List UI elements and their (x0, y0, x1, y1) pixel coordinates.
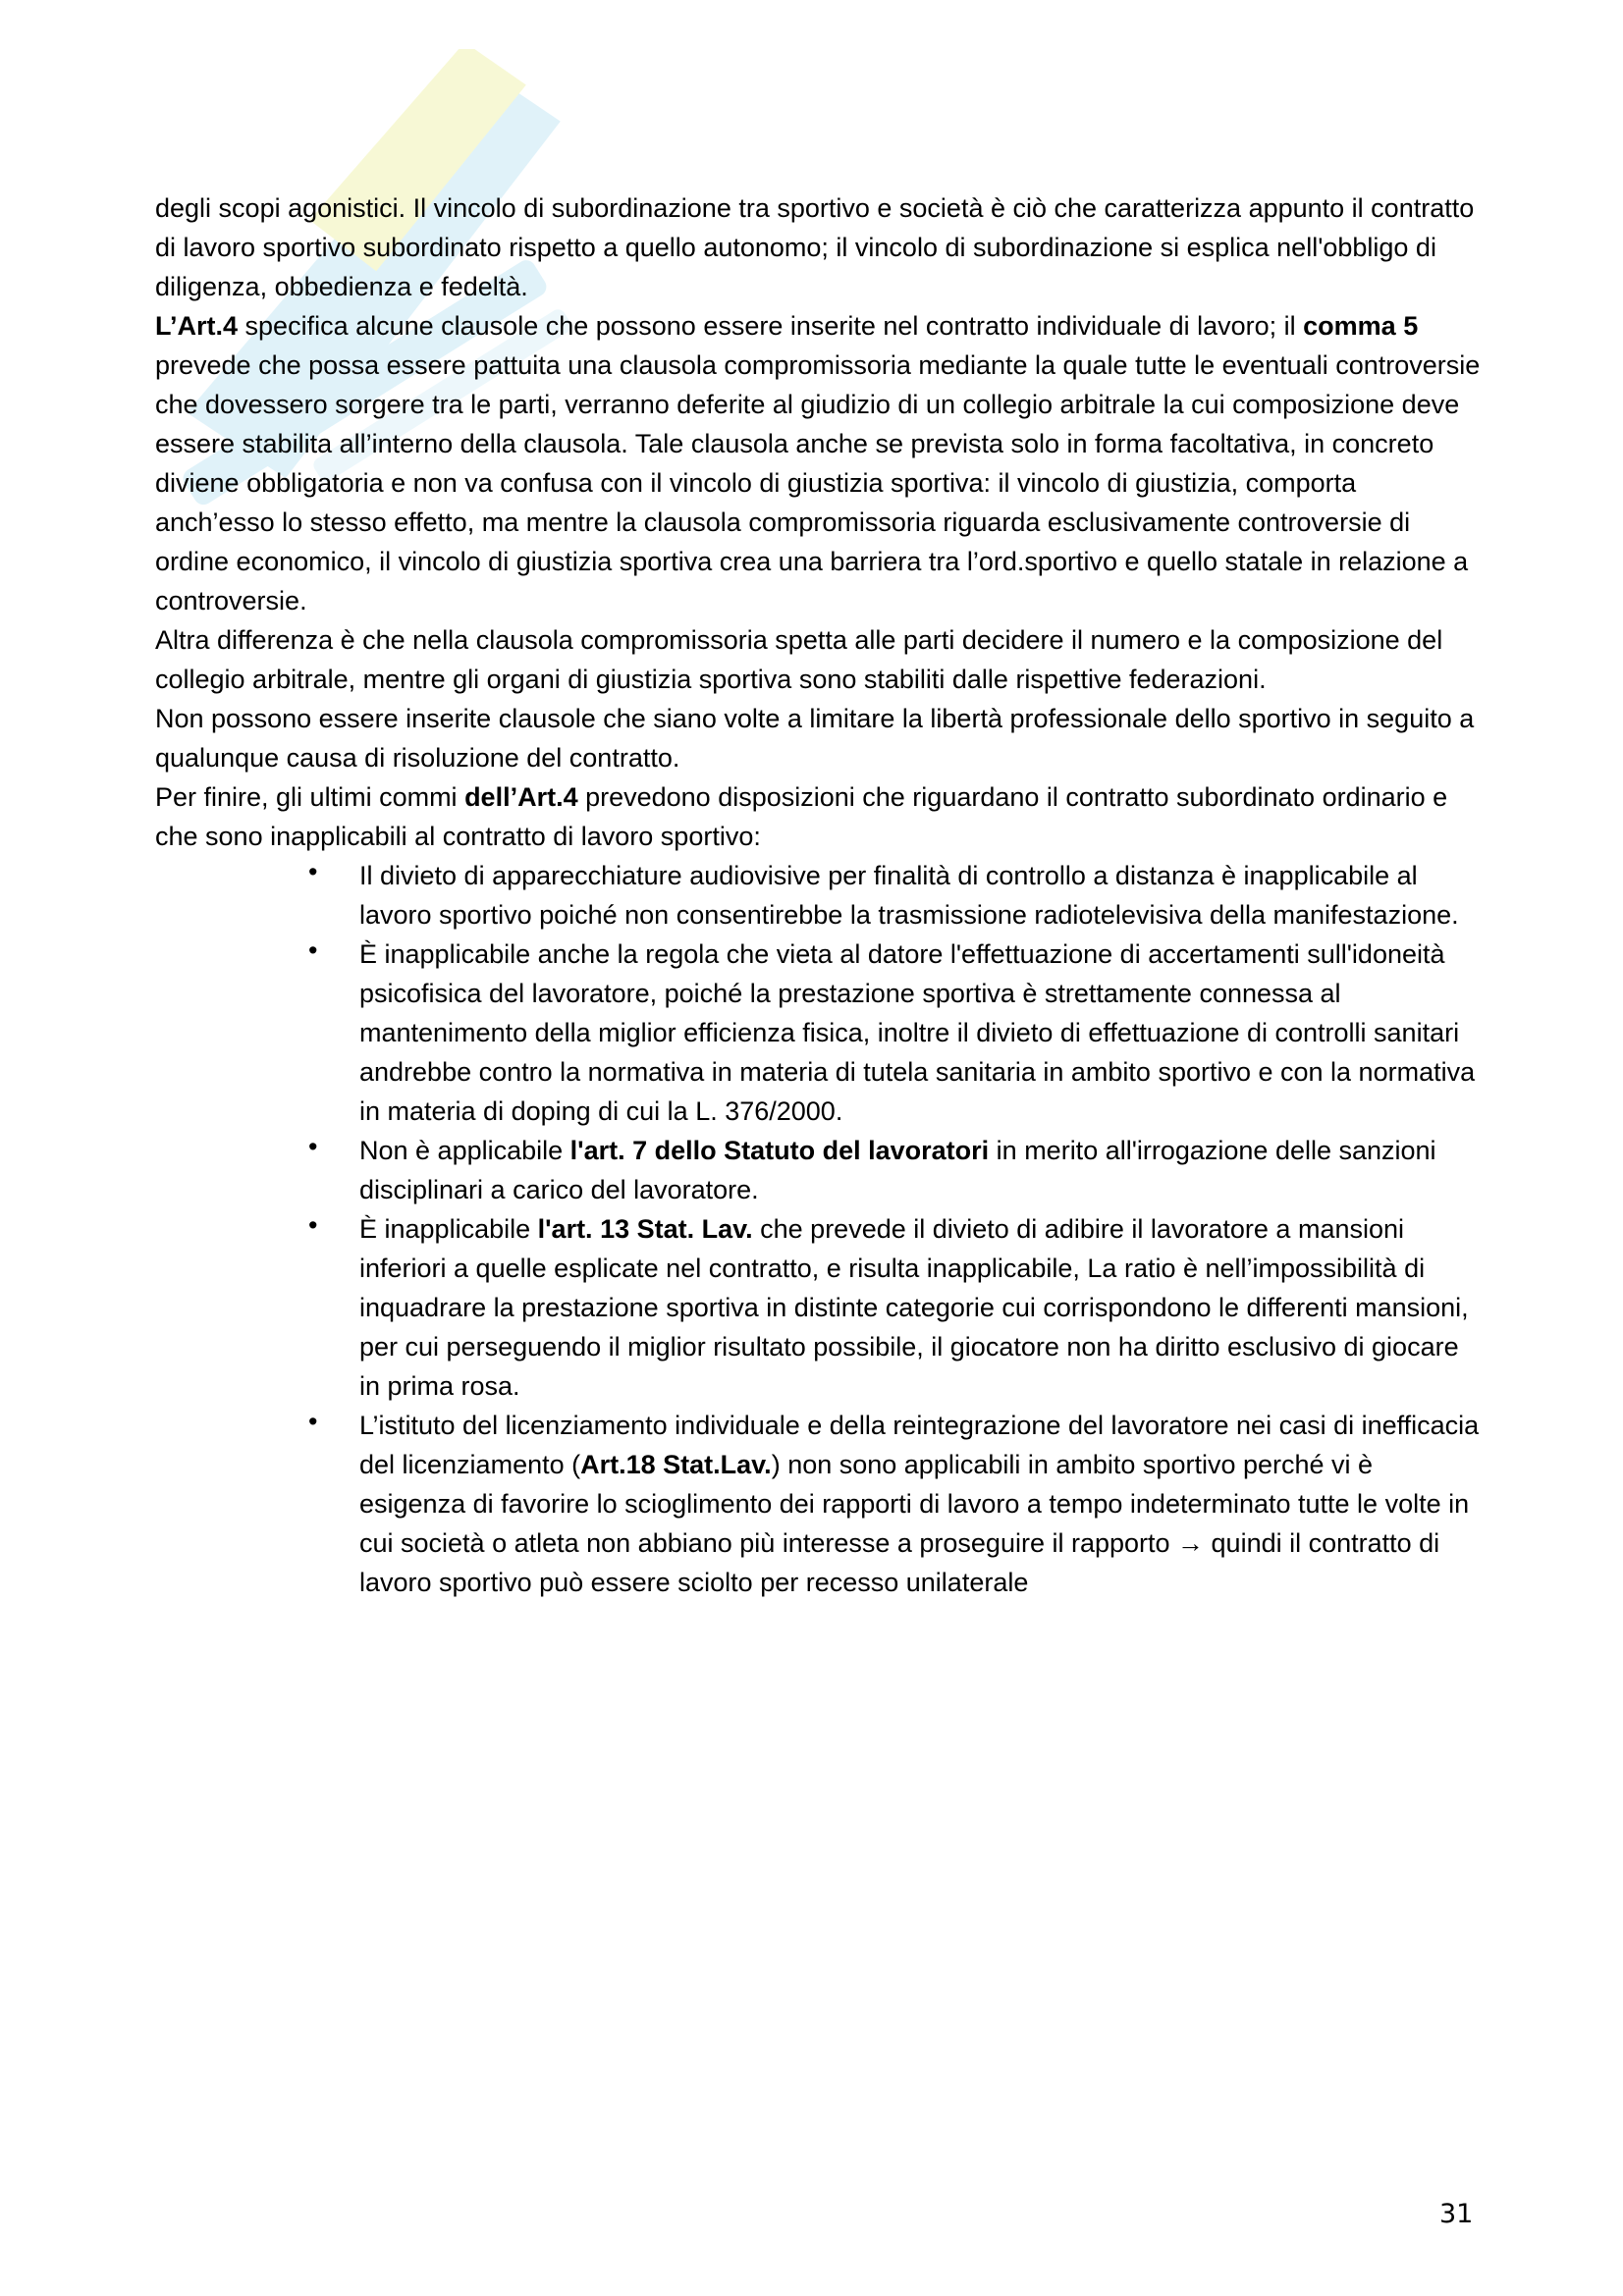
bullet-icon: • (308, 1210, 318, 1240)
bold-art18: Art.18 Stat.Lav. (580, 1450, 772, 1479)
bullet-icon: • (308, 857, 318, 886)
bold-art13: l'art. 13 Stat. Lav. (537, 1214, 753, 1244)
paragraph-art4-clauses: L’Art.4 specifica alcune clausole che possono essere inserite nel contratto individuale di lavoro; il comma 5 prevede che possa essere pattuita una clausola compromissoria mediante la quale tutte le eventuali controversie che dovessero sorgere tra le parti, verranno deferite al giudizio di un collegio arbitrale la cui composizione deve essere stabilita all’interno della clausola. Tale clausola anche se prevista solo in forma facoltativa, in concreto diviene obbligatoria e non va confusa con il vincolo di giustizia sportiva: il vincolo di giustizia, comporta anch’esso lo stesso effetto, ma mentre la clausola compromissoria riguarda esclusivamente controversie di ordine economico, il vincolo di giustizia sportiva crea una barriera tra l’ord.sportivo e quello statale in relazione a controversie. (155, 311, 1481, 615)
paragraph-freedom: Non possono essere inserite clausole che siano volte a limitare la libertà professionale dello sportivo in seguito a qualunque causa di risoluzione del contratto. (155, 704, 1475, 773)
bold-art4: L’Art.4 (155, 311, 239, 341)
bullet-icon: • (308, 935, 318, 965)
bold-art7: l'art. 7 dello Statuto del lavoratori (569, 1136, 990, 1165)
page-body (155, 188, 1481, 1602)
list-item: • È inapplicabile anche la regola che vieta al datore l'effettuazione di accertamenti sull'idoneità psicofisica del lavoratore, poiché la prestazione sportiva è strettamente connessa al mantenimento della miglior efficienza fisica, inoltre il divieto di effettuazione di controlli sanitari andrebbe contro la normativa in materia di tutela sanitaria in ambito sportivo e con la normativa in materia di doping di cui la L. 376/2000. (155, 934, 1481, 1131)
list-item: • L’istituto del licenziamento individuale e della reintegrazione del lavoratore nei casi di inefficacia del licenziamento (Art.18 Stat.Lav.) non sono applicabili in ambito sportivo perché vi è esigenza di favorire lo scioglimento dei rapporti di lavoro a tempo indeterminato tutte le volte in cui società o atleta non abbiano più interesse a proseguire il rapporto → quindi il contratto di lavoro sportivo può essere sciolto per recesso unilaterale (155, 1406, 1481, 1602)
bold-dellart4: dell’Art.4 (464, 782, 578, 812)
bullet-icon: • (308, 1407, 318, 1436)
page-number: 31 (1439, 2199, 1474, 2229)
list-item: • Non è applicabile l'art. 7 dello Statuto del lavoratori in merito all'irrogazione delle sanzioni disciplinari a carico del lavoratore. (155, 1131, 1481, 1209)
list-item: • È inapplicabile l'art. 13 Stat. Lav. che prevede il divieto di adibire il lavoratore a mansioni inferiori a quelle esplicate nel contratto, e risulta inapplicabile, La ratio è nell’impossibilità di inquadrare la prestazione sportiva in distinte categorie cui corrispondono le differenti mansioni, per cui perseguendo il miglior risultato possibile, il giocatore non ha diritto esclusivo di giocare in prima rosa. (155, 1209, 1481, 1406)
paragraph-last-commi: Per finire, gli ultimi commi dell’Art.4 prevedono disposizioni che riguardano il contratto subordinato ordinario e che sono inapplicabili al contratto di lavoro sportivo: (155, 782, 1448, 851)
bold-comma5: comma 5 (1303, 311, 1419, 341)
bullet-icon: • (308, 1132, 318, 1161)
paragraph-difference: Altra differenza è che nella clausola compromissoria spetta alle parti decidere il numero e la composizione del collegio arbitrale, mentre gli organi di giustizia sportiva sono stabiliti dalle rispettive federazioni. (155, 625, 1443, 694)
paragraph-subordination: degli scopi agonistici. Il vincolo di subordinazione tra sportivo e società è ciò che caratterizza appunto il contratto di lavoro sportivo subordinato rispetto a quello autonomo; il vincolo di subordinazione si esplica nell'obbligo di diligenza, obbedienza e fedeltà. (155, 193, 1475, 301)
list-item: • Il divieto di apparecchiature audiovisive per finalità di controllo a distanza è inapplicabile al lavoro sportivo poiché non consentirebbe la trasmissione radiotelevisiva della manifestazione. (155, 856, 1481, 934)
bullet-list (155, 856, 1481, 1602)
